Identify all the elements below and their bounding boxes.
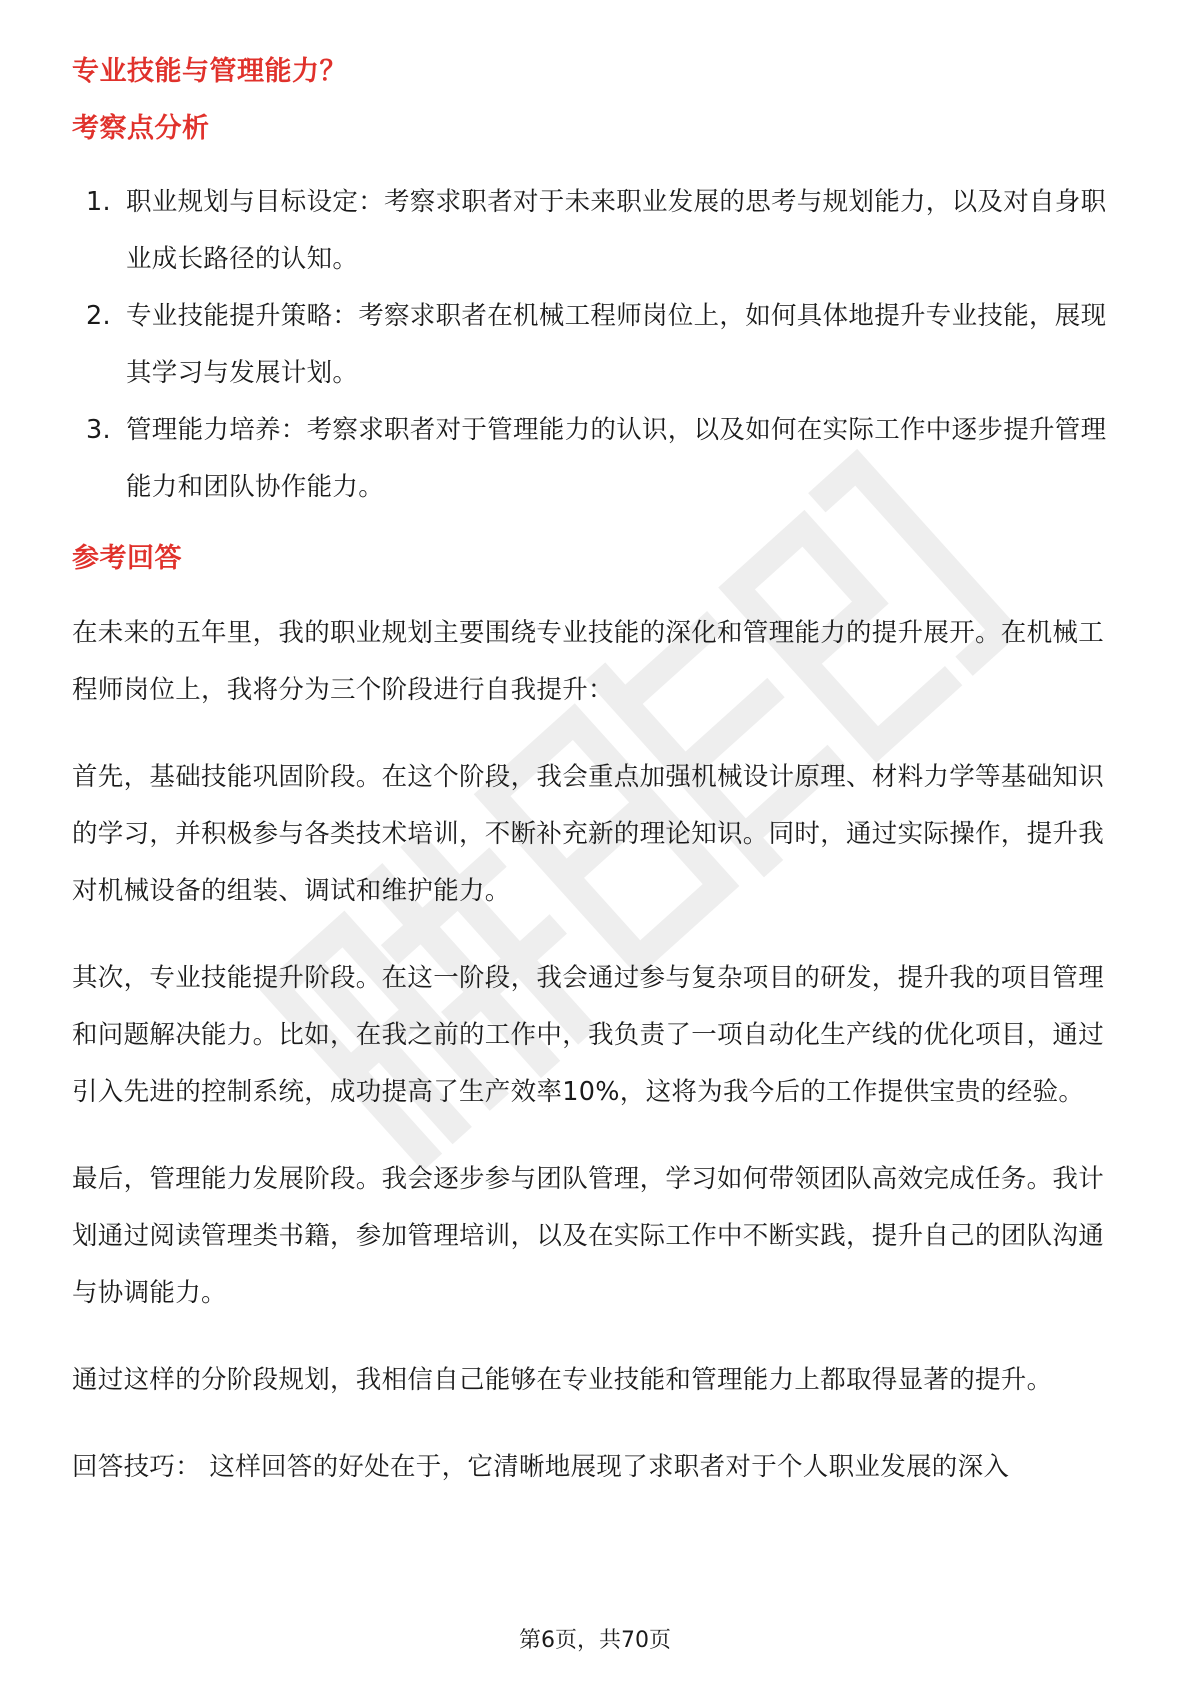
analysis-list [72, 174, 1122, 516]
answer-paragraph-3: 其次，专业技能提升阶段。在这一阶段，我会通过参与复杂项目的研发，提升我的项目管理和问题解决能力。比如，在我之前的工作中，我负责了一项自动化生产线的优化项目，通过引入先进的控制系统，成功提高了生产效率10%，这将为我今后的工作提供宝贵的经验。 [72, 963, 1105, 1107]
analysis-item-2 [72, 288, 1122, 402]
answer-paragraph-1: 在未来的五年里，我的职业规划主要围绕专业技能的深化和管理能力的提升展开。在机械工程师岗位上，我将分为三个阶段进行自我提升： [72, 618, 1105, 705]
question-heading-tail: 专业技能与管理能力？ [72, 56, 347, 87]
document-content [72, 52, 1122, 1496]
answer-heading: 参考回答 [72, 543, 182, 574]
analysis-item-3 [72, 402, 1122, 516]
list-text: 职业规划与目标设定：考察求职者对于未来职业发展的思考与规划能力，以及对自身职业成长路径的认知。 [126, 187, 1107, 274]
page-footer: 第6页，共70页 [519, 1628, 671, 1653]
list-number: 3. [86, 415, 111, 445]
answer-tips-paragraph: 回答技巧： 这样回答的好处在于，它清晰地展现了求职者对于个人职业发展的深入 [72, 1452, 1010, 1482]
list-text: 管理能力培养：考察求职者对于管理能力的认识，以及如何在实际工作中逐步提升管理能力和团队协作能力。 [126, 415, 1107, 502]
answer-paragraph-2: 首先，基础技能巩固阶段。在这个阶段，我会重点加强机械设计原理、材料力学等基础知识的学习，并积极参与各类技术培训，不断补充新的理论知识。同时，通过实际操作，提升我对机械设备的组装、调试和维护能力。 [72, 762, 1105, 906]
analysis-heading: 考察点分析 [72, 113, 210, 144]
list-number: 1. [86, 187, 111, 217]
answer-paragraph-5: 通过这样的分阶段规划，我相信自己能够在专业技能和管理能力上都取得显著的提升。 [72, 1365, 1053, 1395]
answer-paragraph-4: 最后，管理能力发展阶段。我会逐步参与团队管理，学习如何带领团队高效完成任务。我计划通过阅读管理类书籍，参加管理培训，以及在实际工作中不断实践，提升自己的团队沟通与协调能力。 [72, 1164, 1105, 1308]
analysis-item-1 [72, 174, 1122, 288]
list-number: 2. [86, 301, 111, 331]
list-text: 专业技能提升策略：考察求职者在机械工程师岗位上，如何具体地提升专业技能，展现其学习与发展计划。 [126, 301, 1107, 388]
